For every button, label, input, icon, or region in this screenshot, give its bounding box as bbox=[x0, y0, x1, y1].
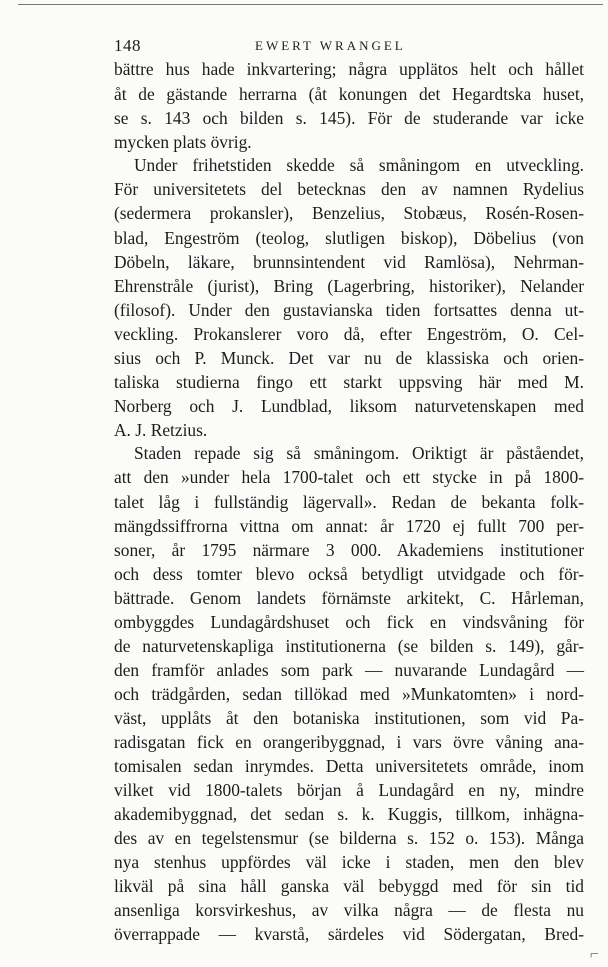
text-line: Döbeln, läkare, brunnsintendent vid Ramlösa), Nehrman- bbox=[114, 252, 584, 272]
text-line: ansenliga korsvirkeshus, av vilka några — de flesta nu bbox=[114, 900, 584, 920]
text-line: den framför anlades som park — nuvarande Lundagård — bbox=[114, 660, 584, 680]
text-line: de naturvetenskapliga institutionerna (se bilden s. 149), går- bbox=[114, 636, 584, 656]
text-line: veckling. Prokanslerer voro då, efter Engeström, O. Cel- bbox=[114, 324, 584, 344]
text-line: ombyggdes Lundagårdshuset och fick en vindsvåning för bbox=[114, 612, 584, 632]
text-line: se s. 143 och bilden s. 145). För de studerande var icke bbox=[114, 108, 584, 128]
text-line: Norberg och J. Lundblad, liksom naturvetenskapen med bbox=[114, 396, 584, 416]
text-line: tomisalen sedan inrymdes. Detta universitetets område, inom bbox=[114, 756, 584, 776]
text-line: akademibyggnad, det sedan s. k. Kuggis, tillkom, inhägna- bbox=[114, 804, 584, 824]
text-line: vilket vid 1800-talets början å Lundagård en ny, mindre bbox=[114, 780, 584, 800]
text-line: Ehrenstråle (jurist), Bring (Lagerbring, historiker), Nelander bbox=[114, 276, 584, 296]
text-line: och trädgården, sedan tillökad med »Munkatomten» i nord- bbox=[114, 684, 584, 704]
text-line: nya stenhus uppfördes väl icke i staden, men den blev bbox=[114, 852, 584, 872]
text-line: soner, år 1795 närmare 3 000. Akademiens institutioner bbox=[114, 540, 584, 560]
text-line: mängdssiffrorna vittna om annat: år 1720 ej fullt 700 per- bbox=[114, 516, 584, 536]
text-line: A. J. Retzius. bbox=[114, 420, 208, 440]
page-number: 148 bbox=[114, 36, 141, 55]
paragraph-start: Under frihetstiden skedde så småningom en utveckling. bbox=[134, 155, 584, 175]
text-line: (sedermera prokansler), Benzelius, Stobæus, Rosén-Rosen- bbox=[114, 203, 584, 223]
text-line: blad, Engeström (teolog, slutligen biskop), Döbelius (von bbox=[114, 228, 584, 248]
text-line: bättrade. Genom landets förnämste arkitekt, C. Hårleman, bbox=[114, 588, 584, 608]
text-line: att den »under hela 1700-talet och ett stycke in på 1800- bbox=[114, 467, 584, 487]
top-border-rule bbox=[18, 4, 603, 5]
text-line: des av en tegelstensmur (se bilderna s. 152 o. 153). Många bbox=[114, 828, 584, 848]
text-line: överrappade — kvarstå, särdeles vid Södergatan, Bred- bbox=[114, 924, 584, 944]
text-line: väst, upplåts åt den botaniska institutionen, som vid Pa- bbox=[114, 708, 584, 728]
corner-mark: ⌐ bbox=[590, 946, 600, 963]
text-line: och dess tomter blevo också betydligt utvidgade och för- bbox=[114, 564, 584, 584]
text-line: bättre hus hade inkvartering; några upplätos helt och hållet bbox=[114, 59, 584, 79]
text-line: (filosof). Under den gustavianska tiden fortsattes denna ut- bbox=[114, 300, 584, 320]
text-line: talet låg i fullständig lägervall». Redan de bekanta folk- bbox=[114, 492, 584, 512]
text-line: likväl på sina håll ganska väl bebyggd med för sin tid bbox=[114, 876, 584, 896]
paragraph-start: Staden repade sig så småningom. Oriktigt är påståendet, bbox=[134, 443, 584, 463]
running-header: EWERT WRANGEL bbox=[255, 38, 406, 53]
text-line: sius och P. Munck. Det var nu de klassiska och orien- bbox=[114, 348, 584, 368]
text-line: mycken plats övrig. bbox=[114, 132, 252, 152]
text-line: taliska studierna fingo ett starkt uppsving här med M. bbox=[114, 372, 584, 392]
text-line: åt de gästande herrarna (åt konungen det Hegardtska huset, bbox=[114, 84, 584, 104]
text-line: radisgatan fick en orangeribyggnad, i vars övre våning ana- bbox=[114, 732, 584, 752]
text-line: För universitetets del betecknas den av namnen Rydelius bbox=[114, 179, 584, 199]
